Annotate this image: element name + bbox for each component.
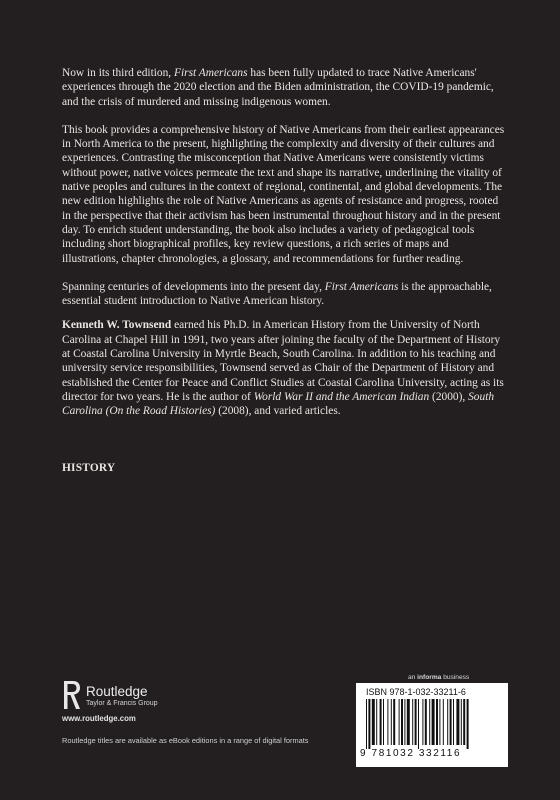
- publisher-name: Routledge: [86, 684, 148, 699]
- blurb-p3-text-b: is the approachable, essential student introduction to Native American history.: [62, 280, 492, 308]
- barcode-bar: [399, 699, 400, 745]
- book-title-italic: First Americans: [324, 280, 399, 293]
- back-cover-blurb: [62, 66, 508, 433]
- author-bio-text-b: (2000),: [429, 390, 469, 403]
- barcode-bar: [387, 699, 388, 745]
- routledge-r-icon: [62, 680, 82, 710]
- author-bio: [62, 318, 508, 418]
- blurb-paragraph-3: [62, 280, 508, 309]
- publisher-website: www.routledge.com: [62, 714, 136, 723]
- barcode-bar: [401, 699, 403, 745]
- barcode-bar: [368, 699, 370, 749]
- barcode-bar: [383, 699, 384, 745]
- barcode-digits: 9 781032 332116: [360, 748, 462, 759]
- isbn-number: ISBN 978-1-032-33211-6: [366, 687, 466, 697]
- barcode-bar: [404, 699, 405, 745]
- barcode-bar: [456, 699, 459, 745]
- publisher-group: Taylor & Francis Group: [86, 700, 158, 707]
- informa-suffix: business: [441, 674, 470, 681]
- barcode-bar: [393, 699, 395, 745]
- blurb-paragraph-1: [62, 66, 508, 109]
- barcode-bar: [415, 699, 417, 745]
- barcode-bar: [463, 699, 465, 745]
- barcode-bar: [447, 699, 448, 745]
- author-book-1: World War II and the American Indian: [253, 390, 430, 403]
- barcode-bar: [443, 699, 444, 745]
- barcode-bar: [391, 699, 392, 745]
- barcode-bars: [364, 699, 500, 749]
- barcode-bar: [372, 699, 375, 745]
- barcode-bar: [412, 699, 413, 745]
- barcode-bar: [429, 699, 430, 745]
- barcode-bar: [432, 699, 435, 745]
- author-bio-text-a: earned his Ph.D. in American History from the University of North Carolina at Chapel Hill in 1991, two years after joining the faculty of the Department of History at Coastal Carolina University in Myrtle Beach, South Carolina. In addition to his teaching and university service responsibilities, Townsend served as Chair of the Department of History and established the Center for Peace and Conflict Studies at Coastal Carolina University, acting as its director for two years. He is the author of: [62, 319, 504, 403]
- publisher-logo: [62, 678, 212, 718]
- blurb-p1-text-b: has been fully updated to trace Native Americans' experiences through the 2020 election and the Biden administration, the COVID-19 pandemic, and the crisis of murdered and missing indigenous women.: [62, 67, 494, 108]
- subject-category: HISTORY: [62, 462, 116, 474]
- barcode-bar: [366, 699, 367, 749]
- barcode-bar: [425, 699, 427, 745]
- blurb-paragraph-2: This book provides a comprehensive history of Native Americans from their earliest appearances in North America to the present, highlighting the complexity and diversity of their cultures and experiences. Contrasting the misconception that Native Americans were consistently victims without power, native voices permeate the text and shape its narrative, underlining the vitality of native peoples and cultures in the context of regional, continental, and global developments. The new edition highlights the role of Native Americans as agents of resistance and progress, rooted in the perspective that their activism has been instrumental throughout history and in the present day. To enrich student understanding, the book also includes a variety of pedagogical tools including short biographical profiles, key review questions, a rich series of maps and illustrations, chapter chronologies, a glossary, and recommendations for further reading.: [62, 123, 505, 265]
- book-title-italic: First Americans: [174, 67, 248, 79]
- barcode-bar: [422, 699, 423, 745]
- barcode-bar: [439, 699, 440, 745]
- barcode-bar: [380, 699, 382, 745]
- barcode-bar: [418, 699, 419, 749]
- barcode-bar: [376, 699, 377, 745]
- barcode-bar: [461, 699, 462, 745]
- barcode-bar: [453, 699, 454, 745]
- barcode-bar: [450, 699, 452, 745]
- blurb-p1-text-a: Now in its third edition,: [62, 67, 175, 79]
- author-book-2: South Carolina (On the Road Histories): [62, 390, 495, 418]
- author-name: Kenneth W. Townsend: [62, 319, 172, 332]
- barcode-bar: [436, 699, 438, 745]
- blurb-p3-text-a: Spanning centuries of developments into the present day,: [62, 280, 325, 293]
- barcode-bar: [407, 699, 410, 745]
- informa-brand: informa: [417, 674, 442, 681]
- isbn-barcode: [356, 683, 508, 767]
- author-bio-text-c: (2008), and varied articles.: [215, 405, 341, 418]
- ebook-note: Routledge titles are available as eBook editions in a range of digital formats: [62, 736, 309, 745]
- informa-business-label: [408, 674, 469, 681]
- informa-prefix: an: [408, 674, 418, 681]
- barcode-bar: [467, 699, 469, 749]
